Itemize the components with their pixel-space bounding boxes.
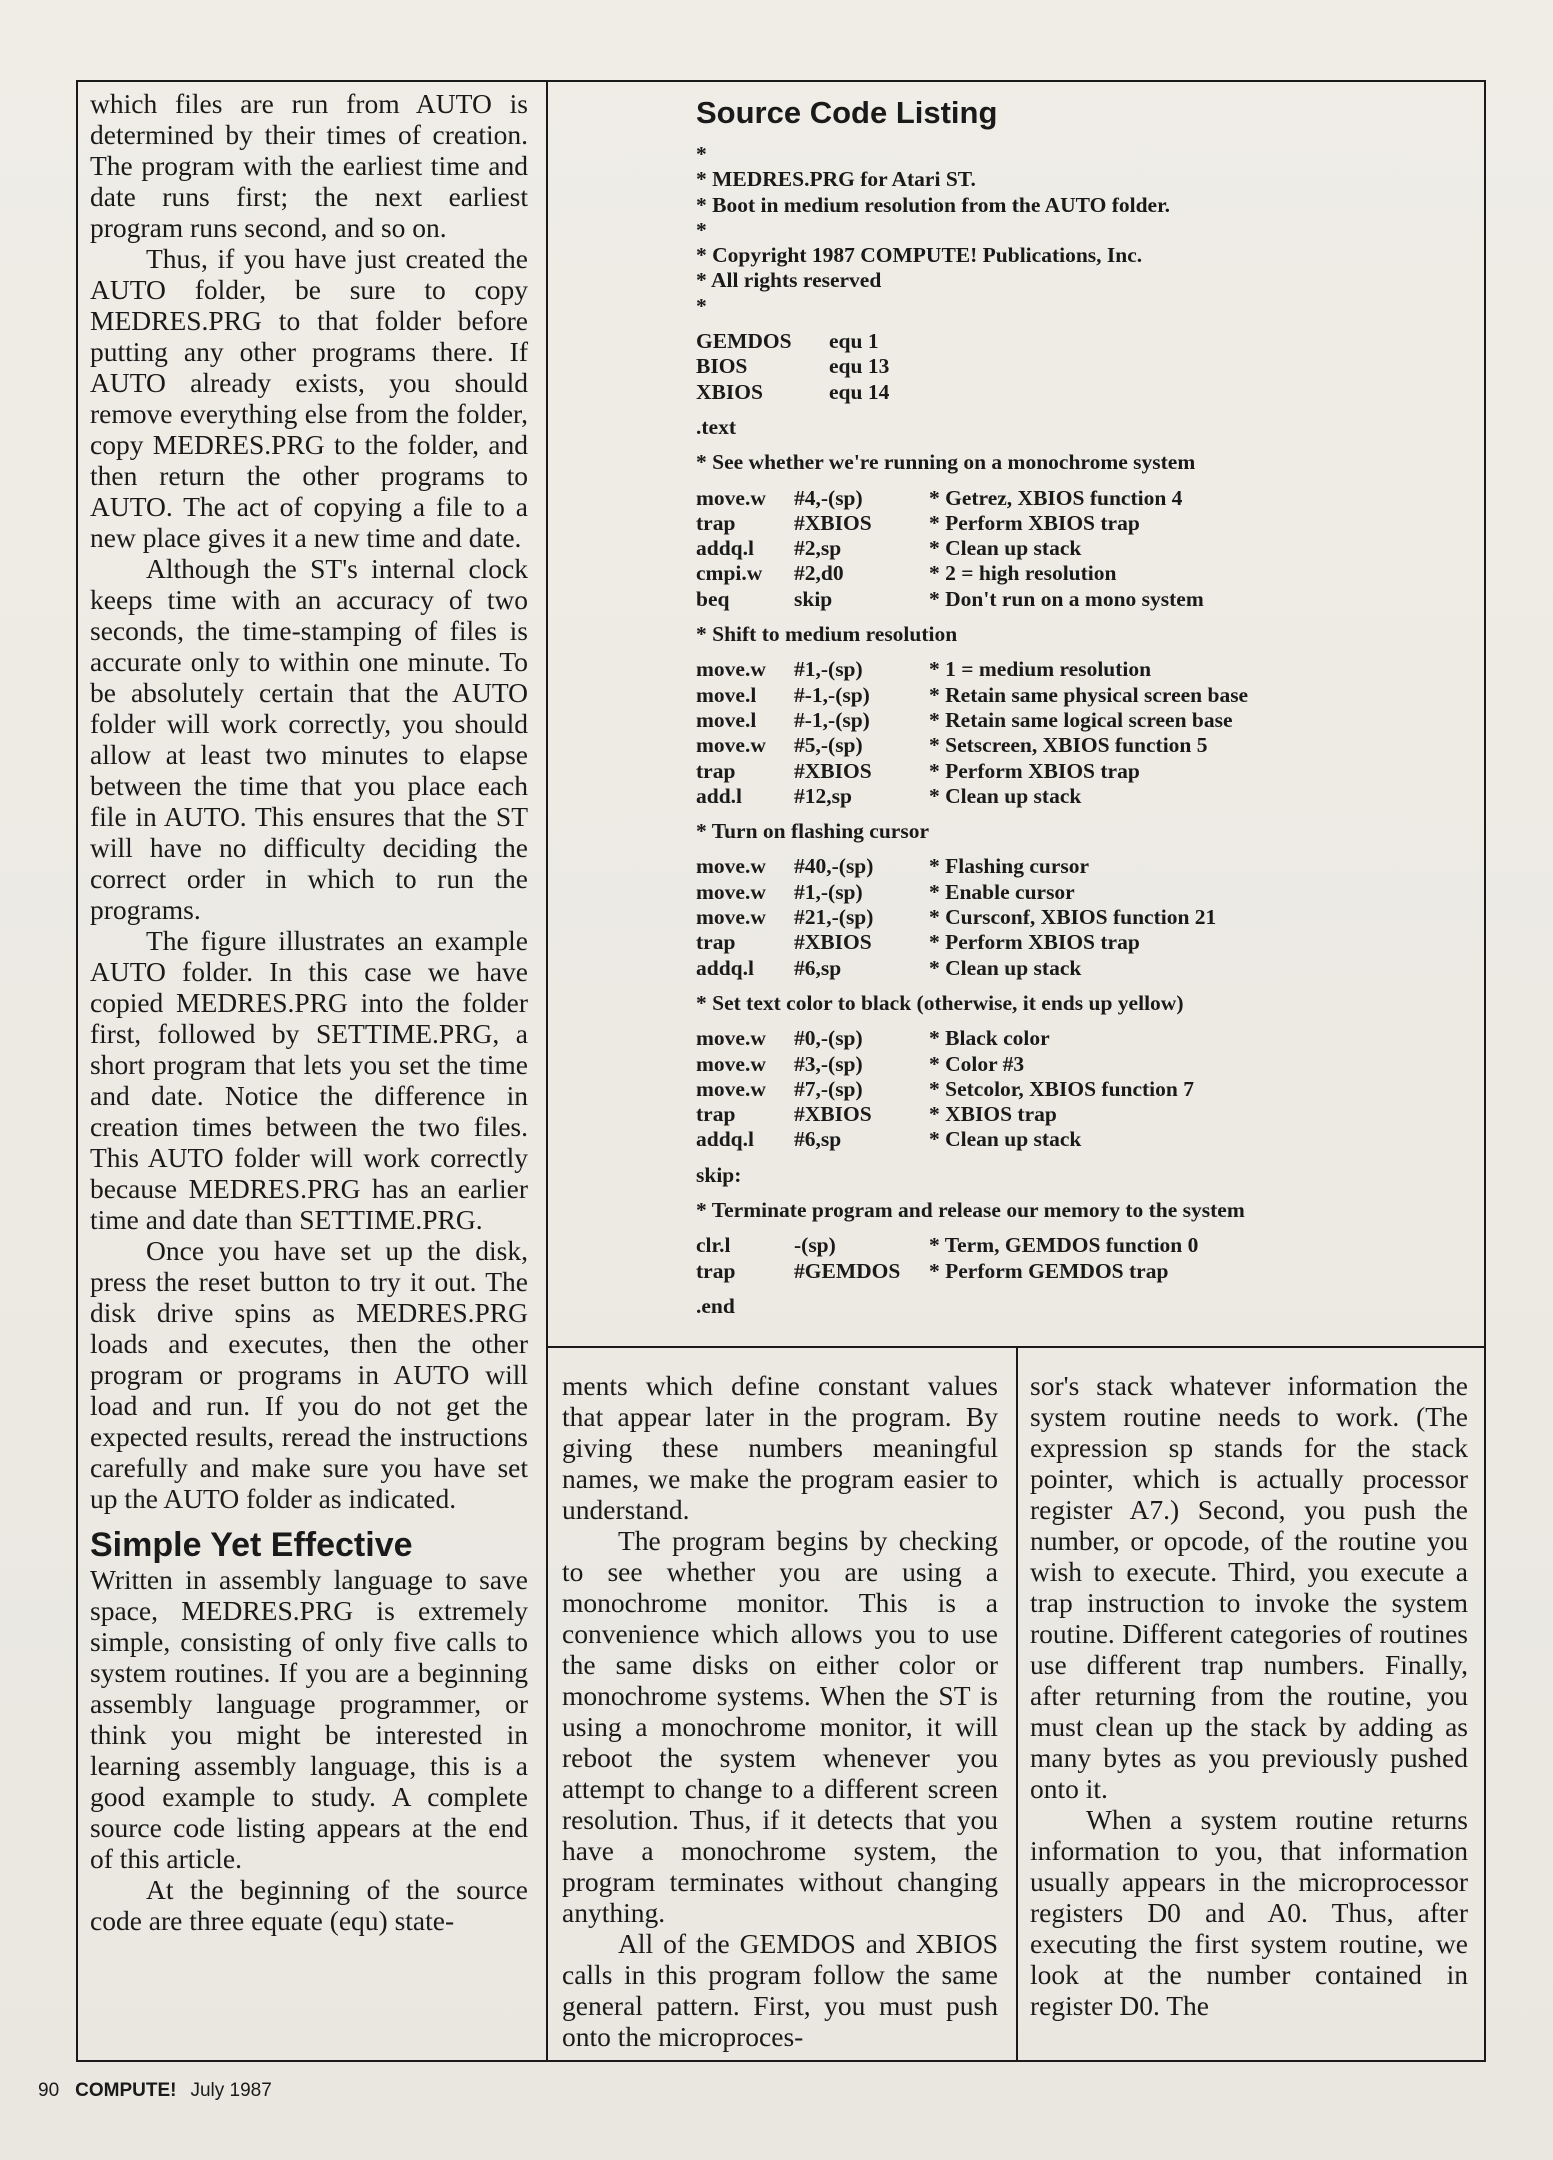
left-column	[90, 88, 528, 1936]
equate-row: XBIOS equ 14	[696, 379, 890, 404]
code-row: addq.l #2,sp * Clean up stack	[696, 536, 1082, 561]
code-row: move.w #1,-(sp) * 1 = medium resolution	[696, 657, 1152, 682]
source-code-listing	[696, 94, 1456, 1319]
body-paragraph: When a system routine returns information to you, that information usually appears in the microprocessor registers D0 and A0. Thus, after executing the first system routine, we look at the number contained in register D0. The	[1030, 1804, 1468, 2021]
page-footer	[38, 2080, 272, 2102]
listing-header-line: *	[696, 142, 707, 166]
magazine-name: COMPUTE!	[75, 2080, 177, 2101]
listing-comment: * See whether we're running on a monochrome system	[696, 450, 1196, 475]
issue-date: July 1987	[190, 2080, 272, 2101]
section-heading: Simple Yet Effective	[90, 1526, 413, 1564]
body-paragraph: The figure illustrates an example AUTO folder. In this case we have copied MEDRES.PRG into the folder first, followed by SETTIME.PRG, a short program that lets you set the time and date. Notice the difference in creation times between the two files. This AUTO folder will work correctly because MEDRES.PRG has an earlier time and date than SETTIME.PRG.	[90, 925, 528, 1235]
code-row: move.l #-1,-(sp) * Retain same physical screen base	[696, 682, 1249, 707]
column-divider-right	[1016, 1346, 1018, 2062]
code-row: trap #GEMDOS * Perform GEMDOS trap	[696, 1258, 1169, 1283]
body-paragraph: Written in assembly language to save space, MEDRES.PRG is extremely simple, consisting of only five calls to system routines. If you are a beginning assembly language programmer, or think you might be interested in learning assembly language, this is a good example to study. A complete source code listing appears at the end of this article.	[90, 1564, 528, 1874]
code-row: addq.l #6,sp * Clean up stack	[696, 1127, 1082, 1152]
listing-header-line: * Copyright 1987 COMPUTE! Publications, Inc.	[696, 243, 1143, 268]
right-column	[1030, 1370, 1468, 2021]
equate-row: GEMDOS equ 1	[696, 329, 879, 354]
code-row: move.w #5,-(sp) * Setscreen, XBIOS function 5	[696, 733, 1208, 758]
listing-header-line: *	[696, 217, 707, 242]
listing-comment: * Shift to medium resolution	[696, 622, 958, 647]
code-row: cmpi.w #2,d0 * 2 = high resolution	[696, 561, 1117, 586]
code-row: move.w #4,-(sp) * Getrez, XBIOS function 4	[696, 485, 1183, 510]
code-row: trap #XBIOS * XBIOS trap	[696, 1102, 1057, 1127]
code-row: move.w #7,-(sp) * Setcolor, XBIOS function 7	[696, 1076, 1194, 1101]
end-directive: .end	[696, 1293, 735, 1318]
listing-comment: * Set text color to black (otherwise, it ends up yellow)	[696, 990, 1184, 1015]
code-row: beq skip * Don't run on a mono system	[696, 586, 1204, 611]
code-row: move.w #21,-(sp) * Cursconf, XBIOS function 21	[696, 905, 1217, 930]
body-paragraph: At the beginning of the source code are three equate (equ) state-	[90, 1874, 528, 1936]
listing-header-line: *	[696, 293, 707, 318]
listing-header-line: * Boot in medium resolution from the AUTO folder.	[696, 192, 1171, 217]
listing-comment: * Turn on flashing cursor	[696, 819, 929, 844]
code-row: trap #XBIOS * Perform XBIOS trap	[696, 758, 1140, 783]
code-row: trap #XBIOS * Perform XBIOS trap	[696, 510, 1140, 535]
listing-sections	[696, 450, 1456, 1152]
text-directive: .text	[696, 414, 736, 439]
body-paragraph: Although the ST's internal clock keeps time with an accuracy of two seconds, the time-stamping of files is accurate only to within one minute. To be absolutely certain that the AUTO folder will work correctly, you should allow at least two minutes to elapse between the time that you place each file in AUTO. This ensures that the ST will have no difficulty deciding the correct order in which to run the programs.	[90, 553, 528, 925]
listing-header-line: * MEDRES.PRG for Atari ST.	[696, 167, 976, 192]
code-row: move.w #3,-(sp) * Color #3	[696, 1051, 1025, 1076]
body-paragraph: sor's stack whatever information the system routine needs to work. (The expression sp stands for the stack pointer, which is actually processor register A7.) Second, you push the number, or opcode, of the routine you wish to execute. Third, you execute a trap instruction to invoke the system routine. Different categories of routines use different trap numbers. Finally, after returning from the routine, you must clean up the stack by adding as many bytes as you previously pushed onto it.	[1030, 1370, 1468, 1804]
code-row: addq.l #6,sp * Clean up stack	[696, 955, 1082, 980]
middle-column	[562, 1370, 998, 2052]
listing-title: Source Code Listing	[696, 95, 998, 130]
column-divider-left	[546, 80, 548, 2062]
body-paragraph: ments which define constant values that appear later in the program. By giving these numbers meaningful names, we make the program easier to understand.	[562, 1370, 998, 1525]
code-row: move.l #-1,-(sp) * Retain same logical screen base	[696, 707, 1233, 732]
body-paragraph: The program begins by checking to see whether you are using a monochrome monitor. This is a convenience which allows you to use the same disks on either color or monochrome systems. When the ST is using a monochrome monitor, it will reboot the system whenever you attempt to change to a different screen resolution. Thus, if it detects that you have a monochrome system, the program terminates without changing anything.	[562, 1525, 998, 1928]
page-number: 90	[38, 2080, 60, 2101]
code-row: clr.l -(sp) * Term, GEMDOS function 0	[696, 1233, 1199, 1258]
body-paragraph: which files are run from AUTO is determined by their times of creation. The program with the earliest time and date runs first; the next earliest program runs second, and so on.	[90, 88, 528, 243]
code-row: move.w #0,-(sp) * Black color	[696, 1026, 1050, 1051]
equate-row: BIOS equ 13	[696, 354, 890, 379]
listing-header-line: * All rights reserved	[696, 268, 882, 293]
listing-comment: * Terminate program and release our memory to the system	[696, 1197, 1245, 1222]
code-row: move.w #40,-(sp) * Flashing cursor	[696, 854, 1090, 879]
body-paragraph: All of the GEMDOS and XBIOS calls in this program follow the same general pattern. First, you must push onto the microproces-	[562, 1928, 998, 2052]
code-row: trap #XBIOS * Perform XBIOS trap	[696, 930, 1140, 955]
code-row: move.w #1,-(sp) * Enable cursor	[696, 879, 1075, 904]
skip-label: skip:	[696, 1162, 742, 1187]
body-paragraph: Thus, if you have just created the AUTO folder, be sure to copy MEDRES.PRG to that folder before putting any other programs there. If AUTO already exists, you should remove everything else from the folder, copy MEDRES.PRG to the folder, and then return the other programs to AUTO. The act of copying a file to a new place gives it a new time and date.	[90, 243, 528, 553]
code-row: add.l #12,sp * Clean up stack	[696, 783, 1082, 808]
body-paragraph: Once you have set up the disk, press the reset button to try it out. The disk drive spins as MEDRES.PRG loads and executes, then the other program or programs in AUTO will load and run. If you do not get the expected results, reread the instructions carefully and make sure you have set up the AUTO folder as indicated.	[90, 1235, 528, 1514]
